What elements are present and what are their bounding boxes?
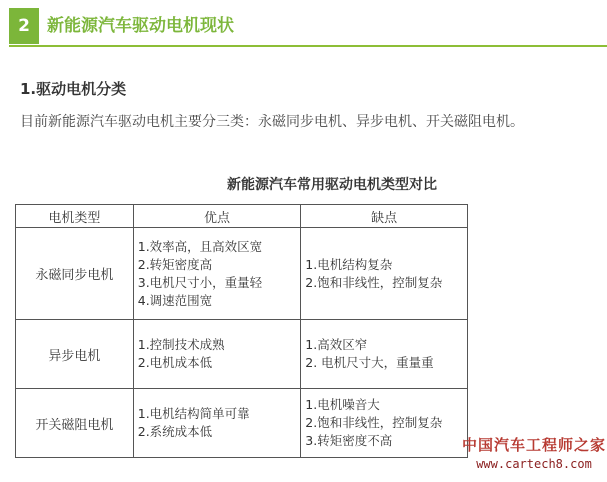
table-title: 新能源汽车常用驱动电机类型对比 — [227, 177, 437, 193]
cons-cell — [301, 320, 468, 389]
pros-item: 2.系统成本低 — [137, 424, 213, 439]
intro-paragraph: 目前新能源汽车驱动电机主要分三类：永磁同步电机、异步电机、开关磁阻电机。 — [20, 114, 524, 130]
cons-cell — [301, 389, 468, 458]
table-row — [16, 228, 468, 320]
cons-item: 1.电机噪音大 — [305, 397, 380, 412]
pros-item: 1.控制技术成熟 — [137, 337, 225, 352]
motor-type-cell: 永磁同步电机 — [16, 228, 134, 320]
header-pros: 优点 — [133, 205, 301, 228]
pros-item: 2.电机成本低 — [137, 355, 213, 370]
pros-item: 1.电机结构简单可靠 — [137, 406, 250, 421]
cons-item: 1.电机结构复杂 — [305, 256, 393, 272]
motor-comparison-table — [15, 204, 468, 458]
cons-item: 2.饱和非线性，控制复杂 — [305, 274, 443, 290]
table-header-row — [16, 205, 468, 228]
pros-cell — [133, 389, 301, 458]
pros-item: 2.转矩密度高 — [137, 256, 213, 272]
watermark-site-name: 中国汽车工程师之家 — [462, 436, 607, 454]
motor-type-cell: 开关磁阻电机 — [16, 389, 134, 458]
pros-cell — [133, 320, 301, 389]
table-row — [16, 389, 468, 458]
header-motor-type: 电机类型 — [16, 205, 134, 228]
motor-type-cell: 异步电机 — [16, 320, 134, 389]
watermark-url: www.cartech8.com — [476, 457, 592, 471]
table-row — [16, 320, 468, 389]
cons-item: 2. 电机尺寸大，重量重 — [305, 355, 434, 370]
pros-item: 4.调速范围宽 — [137, 292, 213, 308]
pros-cell — [133, 228, 301, 320]
cons-item: 1.高效区窄 — [305, 337, 368, 352]
section-number-badge: 2 — [9, 8, 39, 44]
pros-item: 1.效率高，且高效区宽 — [137, 238, 263, 254]
pros-item: 3.电机尺寸小，重量轻 — [137, 274, 263, 290]
subheading: 1.驱动电机分类 — [20, 80, 127, 98]
site-watermark — [462, 434, 606, 471]
section-title: 新能源汽车驱动电机现状 — [47, 16, 234, 36]
header-cons: 缺点 — [301, 205, 468, 228]
cons-cell — [301, 228, 468, 320]
cons-item: 2.饱和非线性，控制复杂 — [305, 415, 443, 430]
cons-item: 3.转矩密度不高 — [305, 433, 393, 448]
section-header — [9, 7, 607, 47]
